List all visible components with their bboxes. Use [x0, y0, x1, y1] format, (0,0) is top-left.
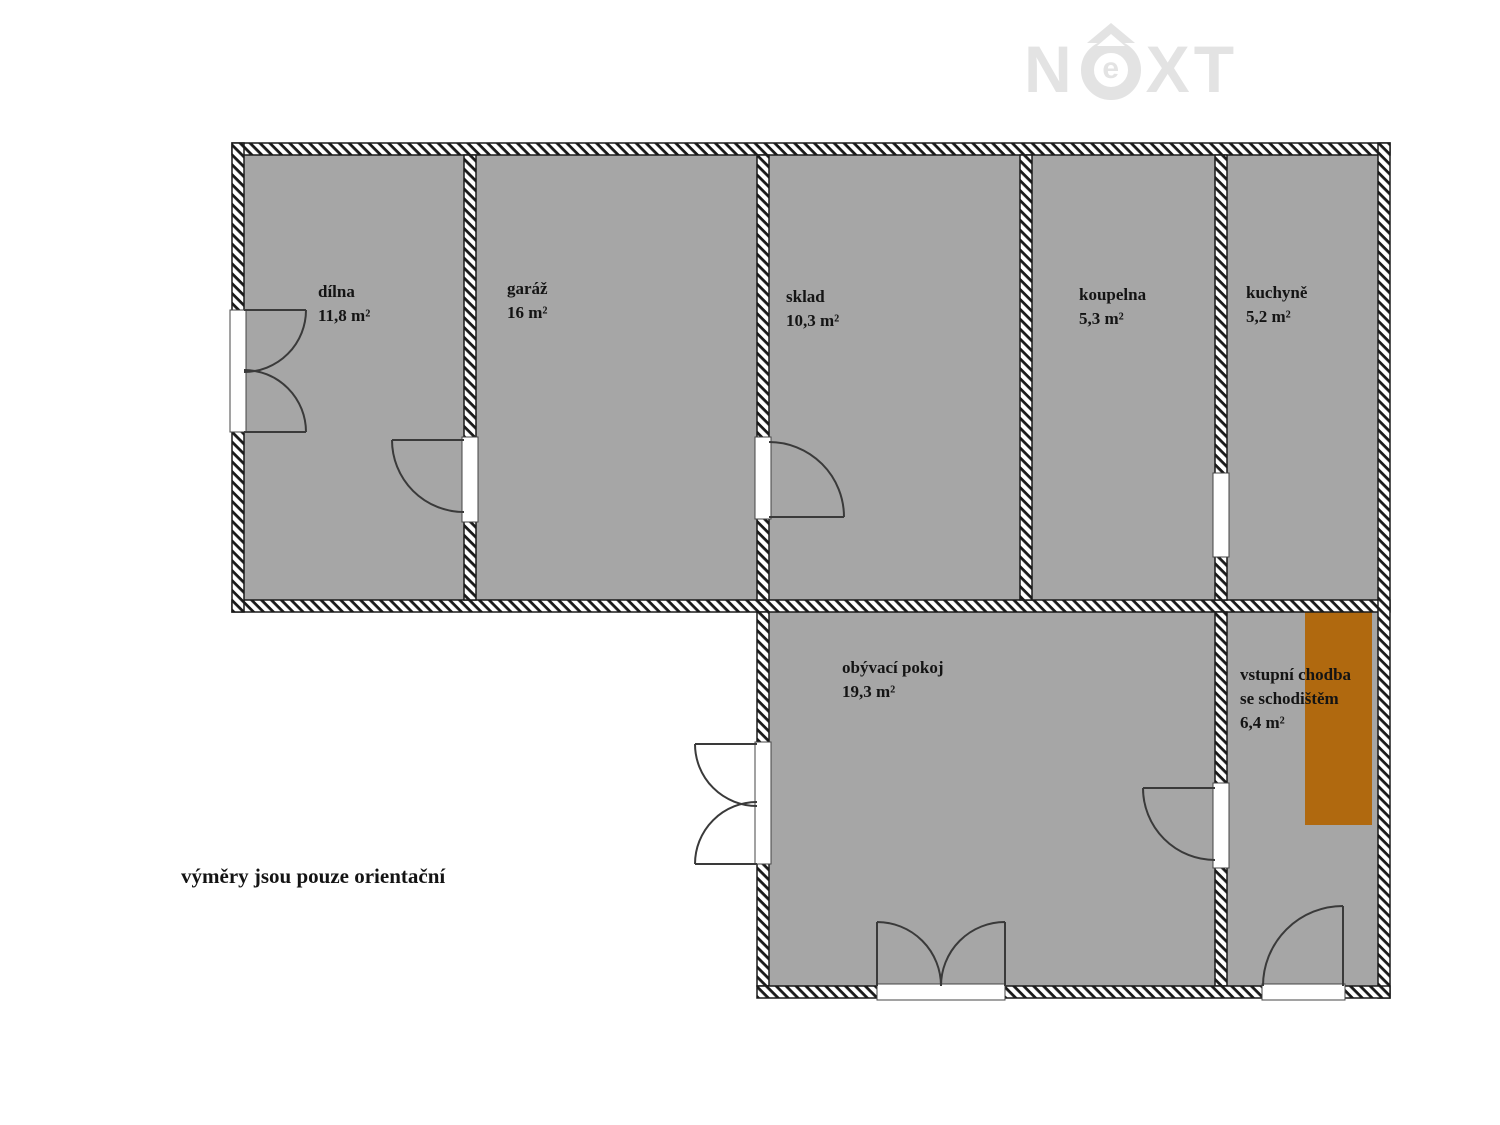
opening-dilna-garaz [462, 437, 478, 522]
wall-right [1378, 143, 1390, 998]
label-dilna [318, 280, 370, 328]
disclaimer-note: výměry jsou pouze orientační [181, 864, 446, 888]
next-logo [1024, 32, 1239, 106]
room-name: garáž [507, 279, 548, 298]
room-name: sklad [786, 287, 825, 306]
room-name: obývací pokoj [842, 658, 944, 677]
label-koupelna [1079, 283, 1146, 331]
logo-letters-xt: XT [1145, 32, 1239, 106]
wall-top [232, 143, 1390, 155]
opening-dilna-exterior [230, 310, 246, 432]
room-name-2: se schodištěm [1240, 688, 1339, 708]
label-garaz [507, 277, 548, 325]
opening-koupelna-kuchyne [1213, 473, 1229, 557]
label-obyvaci-pokoj [842, 656, 944, 704]
room-area: 16 m² [507, 302, 548, 322]
wall-mid-horizontal [232, 600, 1390, 612]
room-name: vstupní chodba [1240, 665, 1352, 684]
room-area: 5,2 m² [1246, 306, 1291, 326]
wall-sklad-koupelna [1020, 155, 1032, 600]
label-vstupni-chodba [1240, 663, 1400, 734]
room-area: 11,8 m² [318, 305, 371, 325]
room-name: kuchyně [1246, 283, 1308, 302]
logo-letter-n: N [1024, 32, 1076, 106]
room-area: 6,4 m² [1240, 712, 1285, 732]
room-area: 10,3 m² [786, 310, 840, 330]
top-rooms-fill [244, 155, 1378, 600]
room-interiors [244, 155, 1378, 986]
logo-e-ring [1081, 40, 1141, 100]
door-obyvaci-double-left [695, 744, 757, 864]
opening-obyvaci-chodba [1213, 783, 1229, 868]
room-name: koupelna [1079, 285, 1147, 304]
wall-garaz-sklad [757, 155, 769, 600]
label-sklad [786, 285, 839, 333]
room-area: 5,3 m² [1079, 308, 1124, 328]
room-name: dílna [318, 282, 355, 301]
opening-chodba-entry [1262, 984, 1345, 1000]
opening-garaz-sklad [755, 437, 771, 519]
wall-dilna-garaz [464, 155, 476, 600]
logo-caret-inner [1097, 34, 1125, 46]
label-kuchyne [1246, 281, 1307, 329]
logo-letter-e: e [1102, 51, 1120, 85]
opening-obyvaci-bottom [877, 984, 1005, 1000]
opening-obyvaci-exterior [755, 742, 771, 864]
room-area: 19,3 m² [842, 681, 896, 701]
